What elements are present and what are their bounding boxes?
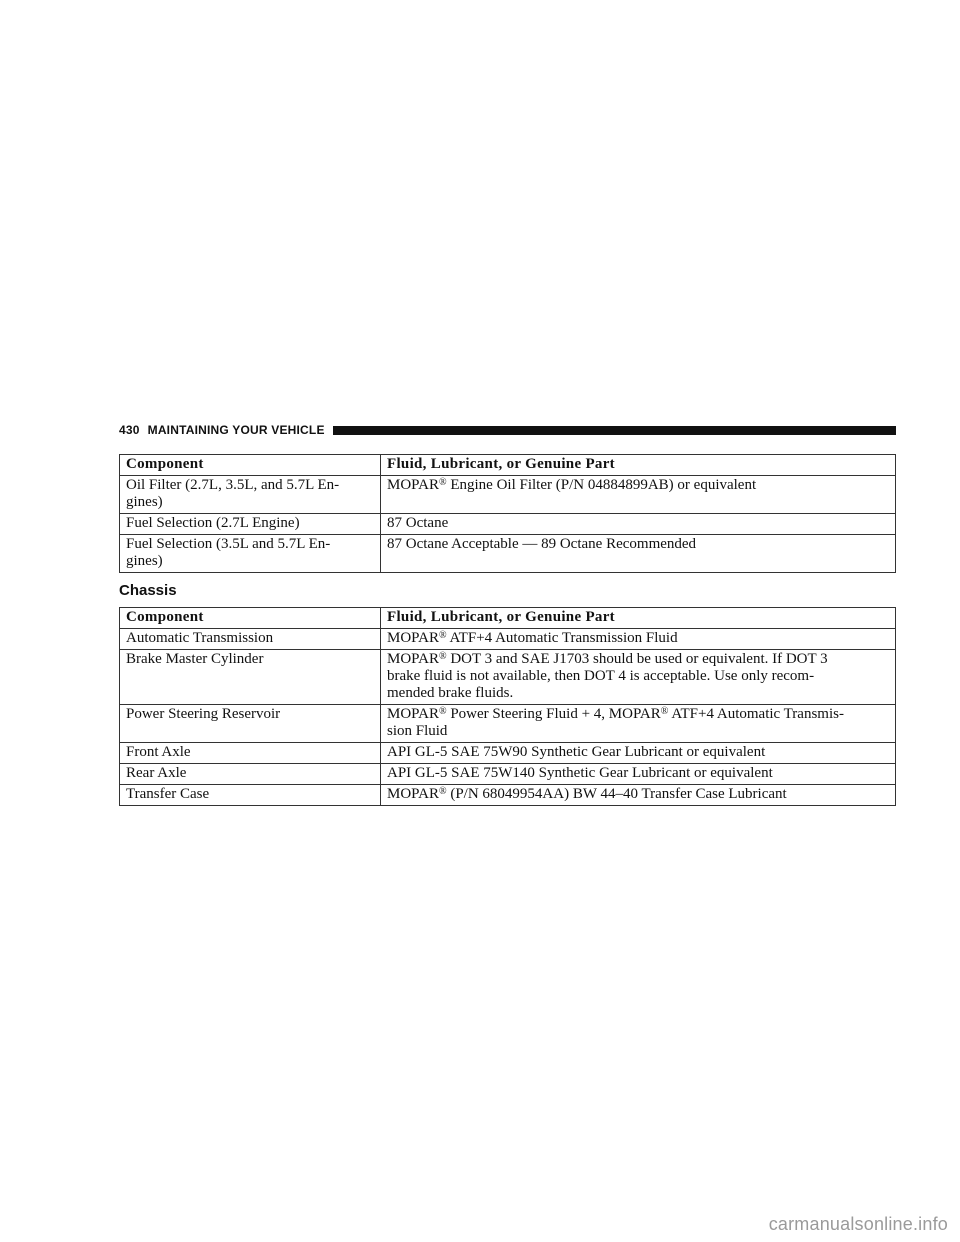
watermark: carmanualsonline.info <box>768 1214 948 1234</box>
fluid-cell: MOPAR® Engine Oil Filter (P/N 04884899AB) or equivalent <box>381 476 896 514</box>
table-header-row <box>120 608 896 629</box>
section-title: MAINTAINING YOUR VEHICLE <box>147 423 325 437</box>
table-row <box>120 705 896 743</box>
page-number: 430 <box>119 423 140 437</box>
fluid-cell: MOPAR® Power Steering Fluid + 4, MOPAR® ATF+4 Automatic Transmis- sion Fluid <box>381 705 896 743</box>
fluid-cell: MOPAR® DOT 3 and SAE J1703 should be used or equivalent. If DOT 3 brake fluid is not available, then DOT 4 is acceptable. Use only recom- mended brake fluids. <box>381 650 896 705</box>
table-row <box>120 785 896 806</box>
component-cell: Oil Filter (2.7L, 3.5L, and 5.7L En- gines) <box>120 476 381 514</box>
engine-fluids-table <box>119 454 896 573</box>
component-cell: Brake Master Cylinder <box>120 650 381 705</box>
component-cell: Fuel Selection (2.7L Engine) <box>120 514 381 535</box>
component-cell: Front Axle <box>120 743 381 764</box>
header-rule <box>333 426 896 435</box>
table-row <box>120 514 896 535</box>
component-cell: Transfer Case <box>120 785 381 806</box>
fluid-cell: MOPAR® (P/N 68049954AA) BW 44–40 Transfer Case Lubricant <box>381 785 896 806</box>
component-cell: Automatic Transmission <box>120 629 381 650</box>
component-cell: Fuel Selection (3.5L and 5.7L En- gines) <box>120 535 381 573</box>
fluid-cell: 87 Octane <box>381 514 896 535</box>
table-row <box>120 476 896 514</box>
table-header-row <box>120 455 896 476</box>
column-header-component: Component <box>120 608 381 629</box>
component-cell: Power Steering Reservoir <box>120 705 381 743</box>
chassis-heading: Chassis <box>119 582 177 599</box>
table-row <box>120 764 896 785</box>
table-row <box>120 650 896 705</box>
table-row <box>120 629 896 650</box>
table-row <box>120 535 896 573</box>
fluid-cell: 87 Octane Acceptable — 89 Octane Recommended <box>381 535 896 573</box>
column-header-component: Component <box>120 455 381 476</box>
fluid-cell: MOPAR® ATF+4 Automatic Transmission Fluid <box>381 629 896 650</box>
component-cell: Rear Axle <box>120 764 381 785</box>
table-row <box>120 743 896 764</box>
fluid-cell: API GL-5 SAE 75W90 Synthetic Gear Lubricant or equivalent <box>381 743 896 764</box>
page-header <box>119 421 896 439</box>
column-header-fluid: Fluid, Lubricant, or Genuine Part <box>381 455 896 476</box>
fluid-cell: API GL-5 SAE 75W140 Synthetic Gear Lubricant or equivalent <box>381 764 896 785</box>
column-header-fluid: Fluid, Lubricant, or Genuine Part <box>381 608 896 629</box>
chassis-fluids-table <box>119 607 896 806</box>
